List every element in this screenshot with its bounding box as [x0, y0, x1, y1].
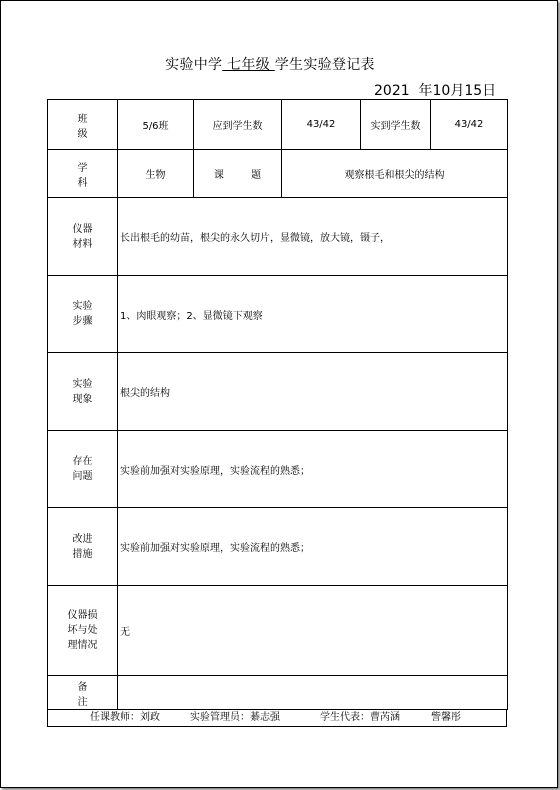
subject-label: 学 科 — [48, 150, 118, 198]
expected-students-label: 应到学生数 — [194, 100, 282, 150]
section-label — [48, 353, 118, 431]
subject-row — [48, 150, 508, 198]
section-content: 长出根毛的幼苗，根尖的永久切片，显微镜，放大镜，镊子， — [118, 198, 508, 276]
section-label — [48, 198, 118, 276]
section-row-steps — [48, 276, 508, 353]
damage-label-line: 仪器损 — [67, 610, 98, 621]
grade-name: 七年级 — [222, 57, 275, 73]
section-label-line: 改进 — [72, 533, 93, 545]
damage-row — [48, 586, 508, 676]
section-label — [48, 508, 118, 586]
section-label-line: 实验 — [72, 378, 93, 390]
damage-label — [48, 586, 118, 676]
student-rep-signature: 学生代表：曹芮涵 — [320, 712, 400, 723]
damage-label-line: 理情况 — [67, 640, 98, 651]
section-label-line: 仪器 — [72, 223, 93, 235]
section-label-line: 措施 — [72, 548, 93, 560]
section-content: 实验前加强对实验原理，实验流程的熟悉； — [118, 508, 508, 586]
record-date: 2021 年10月15日 — [374, 83, 497, 99]
class-label: 班 级 — [48, 100, 118, 150]
section-content: 实验前加强对实验原理，实验流程的熟悉； — [118, 431, 508, 508]
class-value: 5/6班 — [118, 100, 194, 150]
section-label — [48, 431, 118, 508]
section-label-line: 步骤 — [72, 316, 93, 327]
section-content: 1、肉眼观察；2、显微镜下观察 — [118, 276, 508, 353]
damage-content: 无 — [118, 586, 508, 676]
form-title — [0, 54, 540, 74]
signature-footer — [47, 709, 507, 727]
section-label-line: 现象 — [72, 393, 93, 405]
actual-students-label: 实到学生数 — [361, 100, 431, 150]
lab-admin-signature: 实验管理员：綦志强 — [190, 712, 280, 723]
section-label-line: 存在 — [72, 456, 93, 467]
remarks-content — [118, 676, 508, 710]
section-label-line: 问题 — [72, 471, 93, 482]
actual-students-value: 43/42 — [431, 100, 508, 150]
subject-value: 生物 — [118, 150, 194, 198]
section-label-line: 材料 — [72, 238, 93, 250]
teacher-signature: 任课教师：刘政 — [90, 712, 160, 723]
remarks-row — [48, 676, 508, 710]
student-rep2-signature: 訾馨彤 — [431, 712, 461, 723]
class-row — [48, 100, 508, 150]
section-label — [48, 276, 118, 353]
topic-value: 观察根毛和根尖的结构 — [282, 150, 508, 198]
expected-students-value: 43/42 — [282, 100, 361, 150]
section-row-equipment — [48, 198, 508, 276]
section-row-problems — [48, 431, 508, 508]
section-row-improvements — [48, 508, 508, 586]
title-suffix: 学生实验登记表 — [274, 57, 375, 73]
section-row-phenomenon — [48, 353, 508, 431]
school-name: 实验中学 — [165, 57, 223, 73]
section-label-line: 实验 — [72, 301, 93, 312]
registration-table — [47, 99, 508, 710]
remarks-label: 备 注 — [48, 676, 118, 710]
topic-label: 课 题 — [194, 150, 282, 198]
damage-label-line: 坏与处 — [67, 625, 98, 636]
section-content: 根尖的结构 — [118, 353, 508, 431]
